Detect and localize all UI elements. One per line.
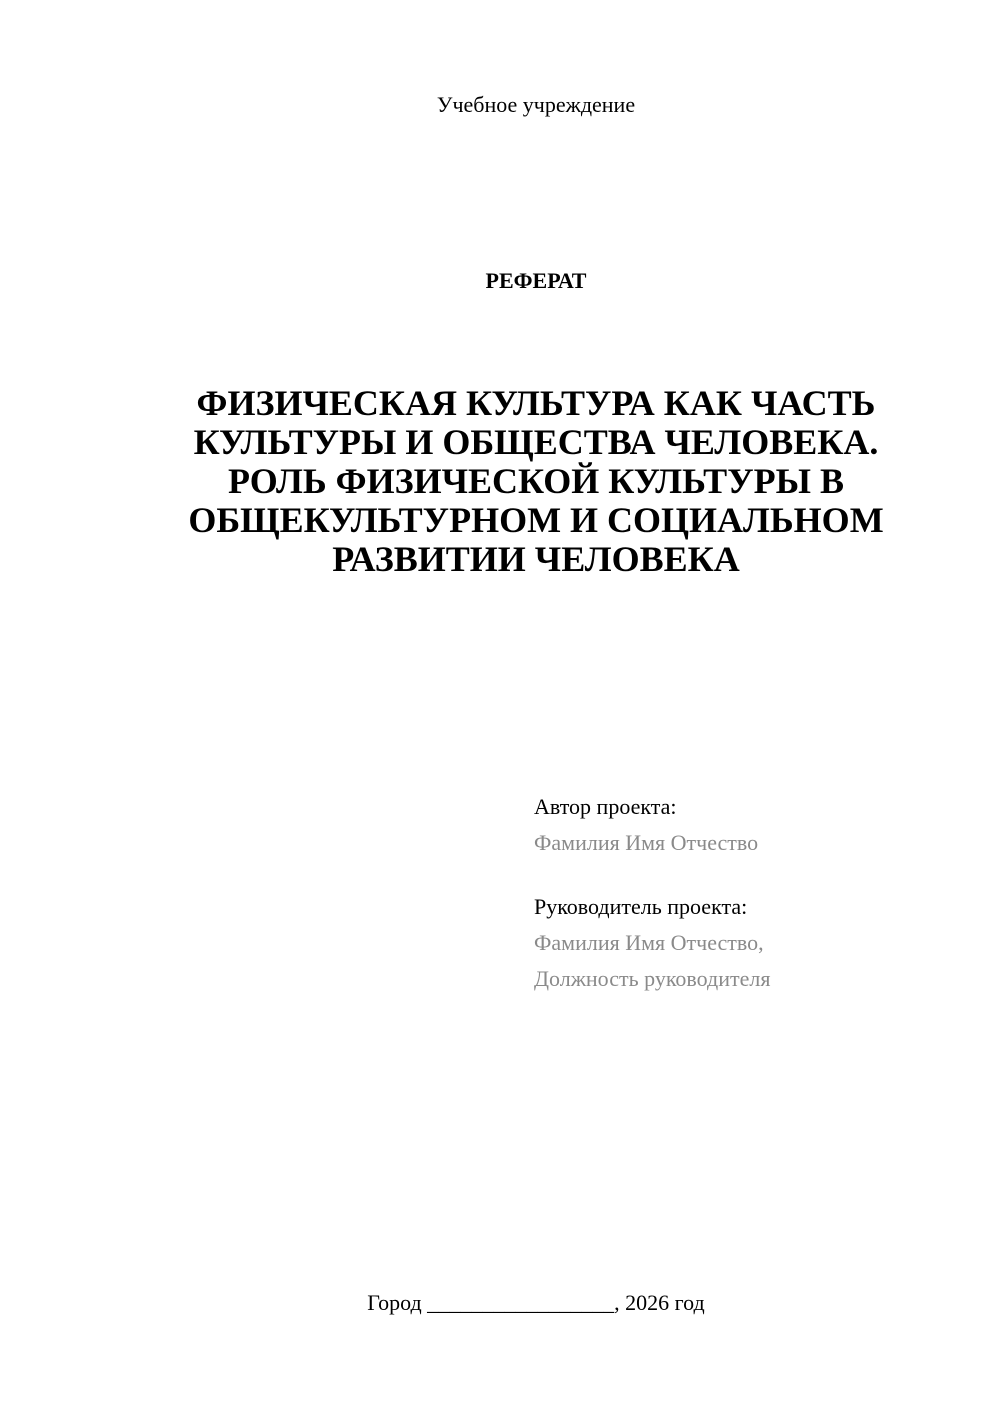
title-line: ФИЗИЧЕСКАЯ КУЛЬТУРА КАК ЧАСТЬ <box>196 383 876 423</box>
document-title <box>130 384 942 579</box>
title-line: РОЛЬ ФИЗИЧЕСКОЙ КУЛЬТУРЫ В <box>228 461 844 501</box>
city-year-footer: Город _________________, 2026 год <box>367 1290 705 1315</box>
author-label: Автор проекта: <box>534 794 677 819</box>
title-line: РАЗВИТИИ ЧЕЛОВЕКА <box>332 539 740 579</box>
supervisor-position: Должность руководителя <box>534 966 771 991</box>
credits-block <box>534 789 974 997</box>
institution-name: Учебное учреждение <box>436 92 636 117</box>
author-name: Фамилия Имя Отчество <box>534 830 759 855</box>
title-line: КУЛЬТУРЫ И ОБЩЕСТВА ЧЕЛОВЕКА. <box>193 422 879 462</box>
supervisor-name: Фамилия Имя Отчество, <box>534 930 764 955</box>
supervisor-label: Руководитель проекта: <box>534 894 748 919</box>
document-type: РЕФЕРАТ <box>485 268 587 293</box>
title-line: ОБЩЕКУЛЬТУРНОМ И СОЦИАЛЬНОМ <box>188 500 884 540</box>
